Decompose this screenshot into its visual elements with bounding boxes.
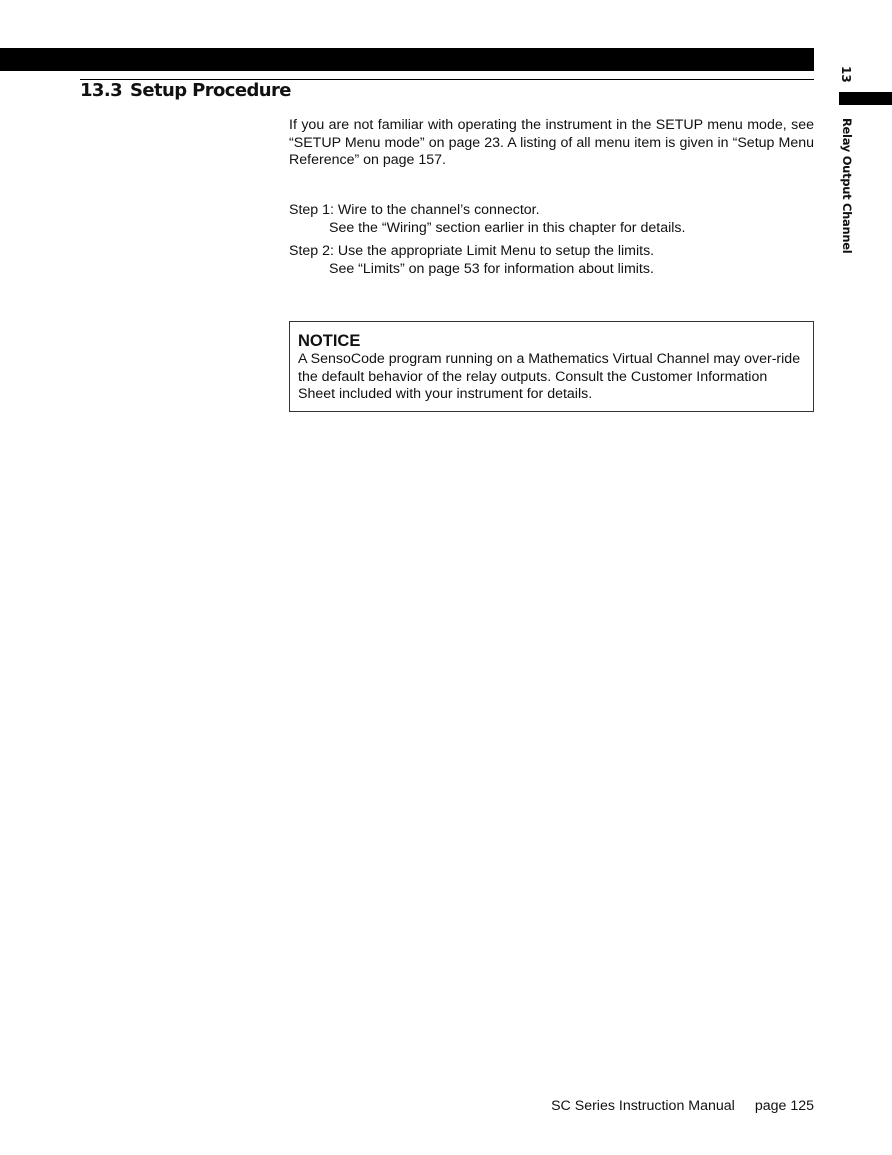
section-heading	[80, 80, 291, 101]
notice-title: NOTICE	[298, 332, 361, 350]
notice-box	[289, 321, 814, 412]
step-label: Step 2: Use the appropriate Limit Menu to setup the limits.	[289, 243, 655, 259]
chapter-title: Relay Output Channel	[840, 118, 854, 254]
chapter-tab-marker	[839, 92, 892, 105]
step-item	[289, 202, 814, 237]
step-label: Step 1: Wire to the channel’s connector.	[289, 202, 540, 218]
notice-text: A SensoCode program running on a Mathematics Virtual Channel may over-ride the default behavior of the relay outputs. Consult the Customer Information Sheet included with your instrument for details.	[298, 351, 801, 402]
header-bar	[0, 48, 814, 71]
section-number: 13.3	[80, 80, 123, 101]
step-detail: See the “Wiring” section earlier in this chapter for details.	[329, 219, 686, 236]
step-list	[289, 202, 814, 284]
step-detail: See “Limits” on page 53 for information about limits.	[329, 260, 654, 277]
page-number: page 125	[754, 1098, 814, 1114]
manual-title: SC Series Instruction Manual	[551, 1098, 735, 1114]
page-footer	[551, 1098, 814, 1114]
chapter-number: 13	[839, 66, 853, 83]
intro-paragraph: If you are not familiar with operating the instrument in the SETUP menu mode, see “SETUP Menu mode” on page 23. A listing of all menu item is given in “Setup Menu Reference” on page 157.	[289, 117, 814, 168]
step-item	[289, 243, 814, 278]
section-title: Setup Procedure	[130, 80, 291, 101]
